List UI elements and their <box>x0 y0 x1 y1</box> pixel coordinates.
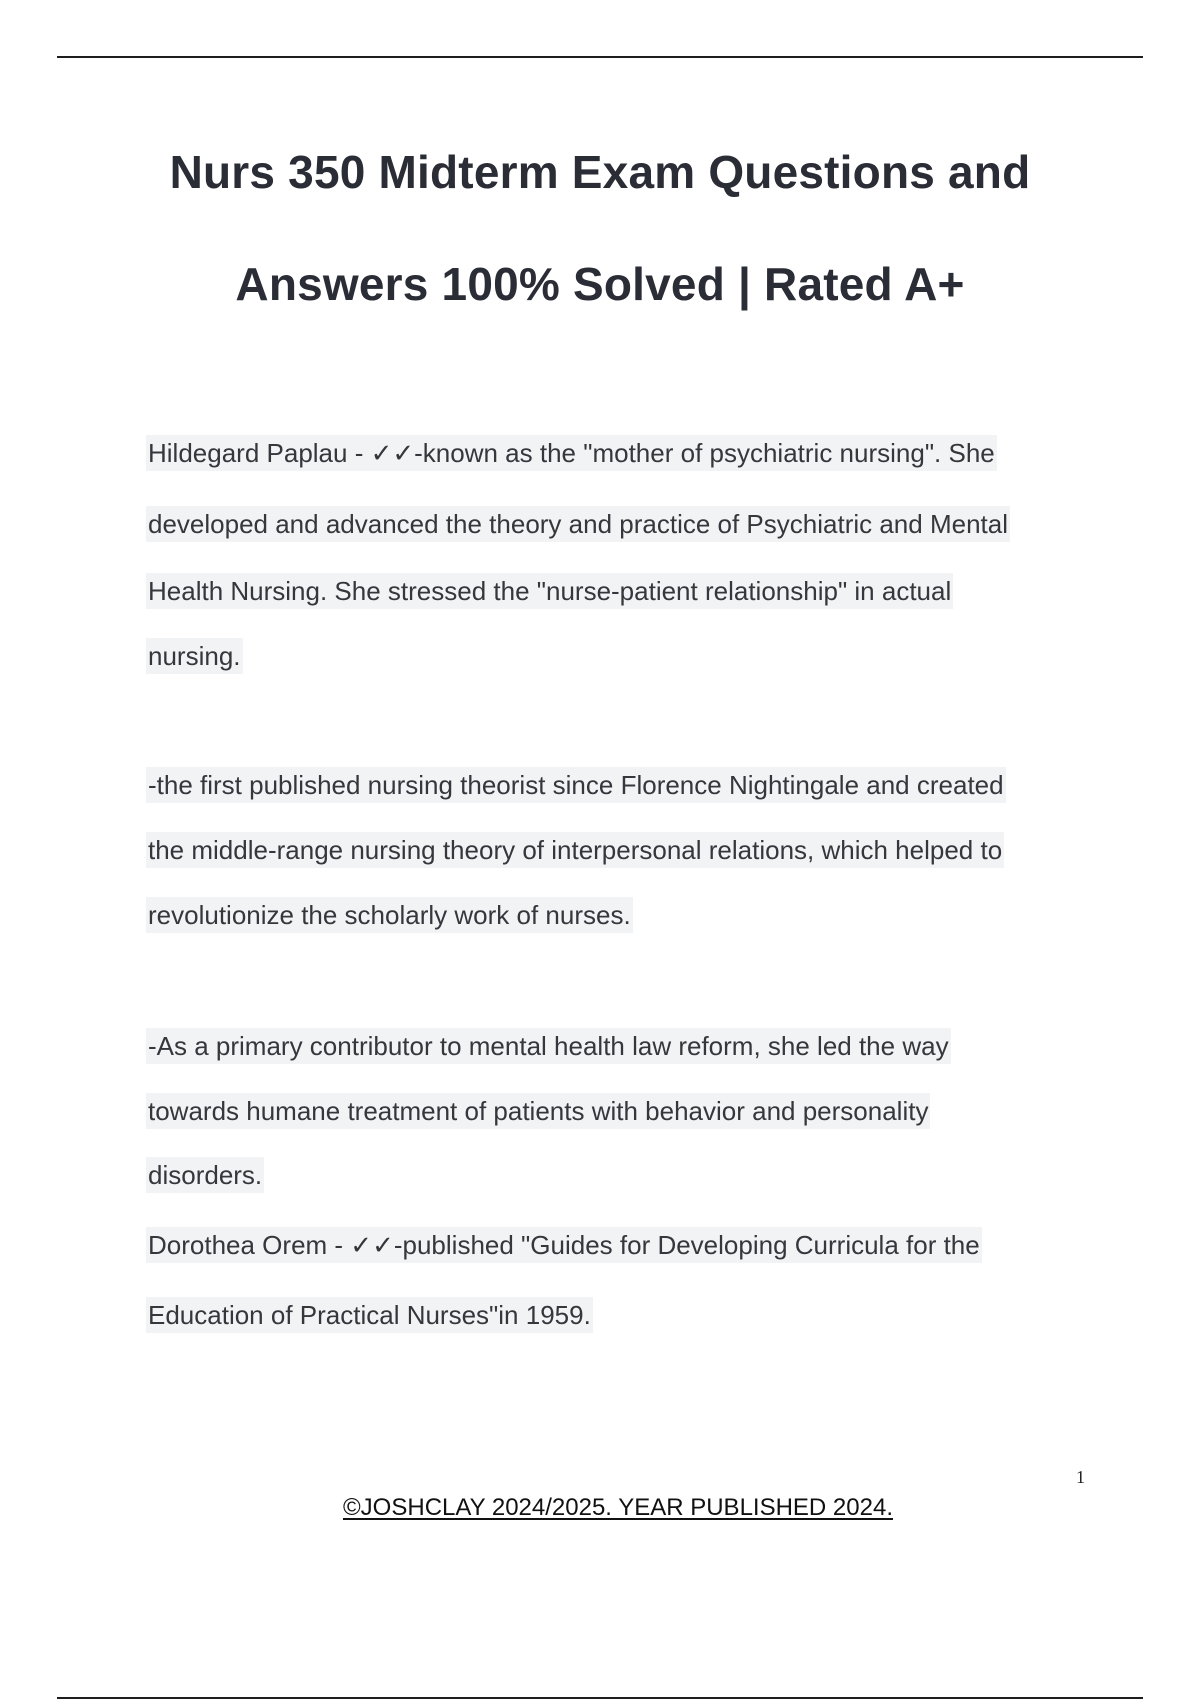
body-line: developed and advanced the theory and practice of Psychiatric and Mental <box>146 506 1010 542</box>
body-line: Education of Practical Nurses"in 1959. <box>146 1297 593 1333</box>
body-line: Health Nursing. She stressed the "nurse-patient relationship" in actual <box>146 573 953 609</box>
body-line: Dorothea Orem - ✓✓-published "Guides for Developing Curricula for the <box>146 1227 982 1263</box>
page-number: 1 <box>1076 1467 1085 1487</box>
document-title-line-1: Nurs 350 Midterm Exam Questions and <box>169 146 1031 198</box>
body-line: the middle-range nursing theory of interpersonal relations, which helped to <box>146 832 1004 868</box>
bottom-divider <box>57 1697 1143 1699</box>
body-line: Hildegard Paplau - ✓✓-known as the "mother of psychiatric nursing". She <box>146 435 997 471</box>
body-line: -the first published nursing theorist since Florence Nightingale and created <box>146 767 1006 803</box>
body-line: -As a primary contributor to mental health law reform, she led the way <box>146 1028 951 1064</box>
body-line: revolutionize the scholarly work of nurses. <box>146 897 633 933</box>
body-line: nursing. <box>146 638 243 674</box>
body-line: disorders. <box>146 1157 264 1193</box>
top-divider <box>57 56 1143 58</box>
body-line: towards humane treatment of patients with behavior and personality <box>146 1093 930 1129</box>
copyright-footer: ©JOSHCLAY 2024/2025. YEAR PUBLISHED 2024. <box>343 1494 893 1521</box>
document-title-line-2: Answers 100% Solved | Rated A+ <box>235 258 965 310</box>
